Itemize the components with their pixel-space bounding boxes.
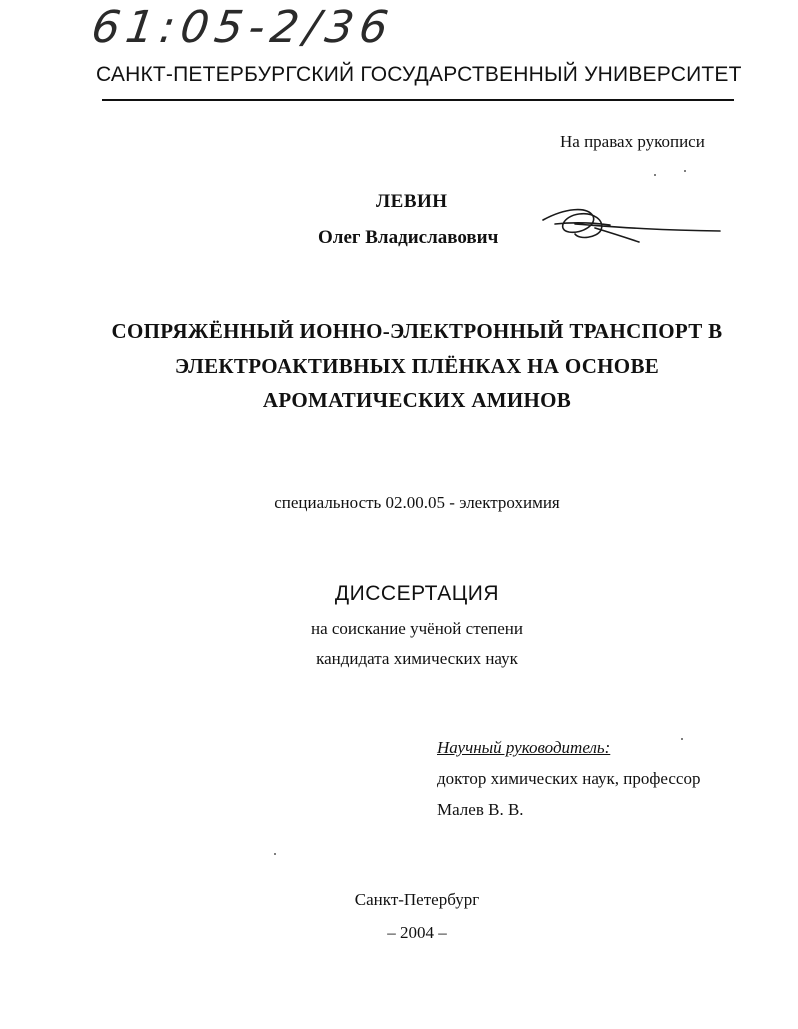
scan-speck	[681, 738, 683, 740]
scan-speck	[654, 174, 656, 176]
author-surname: ЛЕВИН	[376, 191, 448, 212]
university-name: САНКТ-ПЕТЕРБУРГСКИЙ ГОСУДАРСТВЕННЫЙ УНИВЕРСИТЕТ	[96, 63, 742, 86]
degree-line: кандидата химических наук	[316, 649, 518, 668]
handwritten-archive-number	[88, 2, 398, 60]
dissertation-title-line: АРОМАТИЧЕСКИХ АМИНОВ	[262, 388, 572, 412]
year: – 2004 –	[387, 923, 447, 942]
author-given-names: Олег Владиславович	[318, 227, 499, 248]
supervisor-name: Малев В. В.	[437, 800, 524, 819]
handwritten-number-text: 61:05-2/36	[88, 2, 398, 53]
scan-speck	[684, 170, 686, 172]
supervisor-label: Научный руководитель:	[437, 738, 611, 757]
degree-line: на соискание учёной степени	[310, 619, 524, 638]
header-rule	[102, 99, 734, 101]
author-signature	[535, 198, 725, 250]
scan-speck	[274, 853, 276, 855]
dissertation-title-line: ЭЛЕКТРОАКТИВНЫХ ПЛЁНКАХ НА ОСНОВЕ	[174, 354, 660, 378]
city: Санкт-Петербург	[354, 890, 480, 909]
dissertation-title-line: СОПРЯЖЁННЫЙ ИОННО-ЭЛЕКТРОННЫЙ ТРАНСПОРТ В	[111, 319, 723, 343]
manuscript-rights-note: На правах рукописи	[560, 132, 705, 151]
specialty-line: специальность 02.00.05 - электрохимия	[274, 493, 560, 512]
document-type: ДИССЕРТАЦИЯ	[334, 582, 500, 605]
supervisor-title: доктор химических наук, профессор	[437, 769, 701, 788]
